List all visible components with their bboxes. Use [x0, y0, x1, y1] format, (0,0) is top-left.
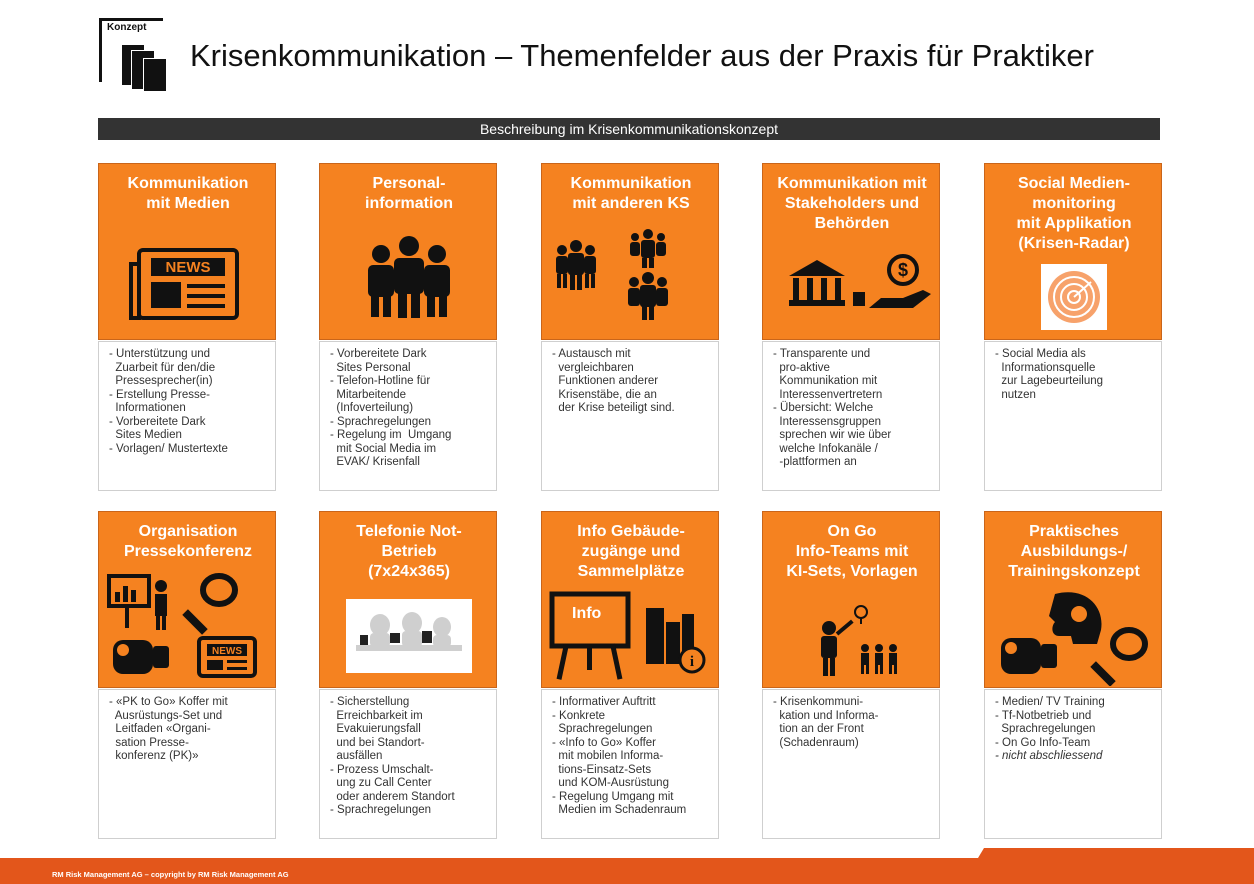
- card-heading-line: Betrieb: [381, 543, 437, 560]
- description-line: Zuarbeit für den/die: [109, 361, 216, 374]
- card-heading-line: Info-Teams mit: [795, 543, 909, 560]
- call-center-photo-icon: [320, 599, 498, 684]
- training-media-icon: [985, 586, 1163, 691]
- description-line: ung zu Call Center: [330, 777, 432, 789]
- description-line: - Transparente und: [773, 348, 871, 360]
- description-line: - nicht abschliessend: [995, 750, 1103, 762]
- description-line: Funktionen anderer: [552, 375, 659, 387]
- card-description: [319, 341, 497, 491]
- card-description: [98, 341, 276, 491]
- description-line: nutzen: [995, 388, 1036, 401]
- card-heading: [320, 174, 498, 214]
- description-line: Krisenstäbe, die an: [552, 388, 657, 401]
- description-line: - Sicherstellung: [330, 696, 410, 708]
- description-line: Interessenvertretern: [773, 388, 883, 401]
- card-heading: [763, 522, 941, 582]
- card-heading-line: information: [365, 195, 453, 212]
- card-heading-line: Info Gebäude-: [577, 523, 685, 540]
- description-line: (Schadenraum): [773, 736, 859, 749]
- description-line: - Krisenkommuni-: [773, 696, 864, 708]
- description-line: - Konkrete: [552, 709, 606, 722]
- card-heading-line: mit Medien: [146, 195, 230, 212]
- description-line: - Vorbereitete Dark: [330, 348, 427, 360]
- description-line: sation Presse-: [109, 736, 189, 749]
- description-line: - Telefon-Hotline für: [330, 375, 431, 387]
- card-description: [541, 341, 719, 491]
- description-line: Erreichbarkeit im: [330, 709, 423, 722]
- description-line: -plattformen an: [773, 456, 857, 468]
- people-group-icon: [320, 232, 498, 327]
- description-line: - Regelung Umgang mit: [552, 790, 674, 803]
- card-heading-line: monitoring: [1032, 195, 1116, 212]
- card-heading-line: Kommunikation: [127, 175, 249, 192]
- radar-app-icon: [985, 264, 1163, 337]
- section-band: Beschreibung im Krisenkommunikationskonzept: [98, 118, 1160, 140]
- card-heading-line: Social Medien-: [1017, 175, 1131, 192]
- speaker-with-crowd-icon: [763, 602, 941, 687]
- card-heading-line: Organisation: [138, 523, 238, 540]
- dollar-symbol: $: [897, 260, 909, 280]
- description-line: tions-Einsatz-Sets: [552, 763, 652, 776]
- description-line: (Infoverteilung): [330, 402, 414, 414]
- card-heading: [99, 522, 277, 562]
- card-heading-line: Pressekonferenz: [123, 543, 253, 560]
- card-description: [984, 341, 1162, 491]
- description-line: oder anderem Standort: [330, 790, 455, 803]
- description-line: Interessensgruppen: [773, 415, 882, 428]
- card-heading-line: On Go: [827, 523, 877, 540]
- logo-label: Konzept: [107, 22, 147, 33]
- page-title: Krisenkommunikation – Themenfelder aus der Praxis für Praktiker: [190, 38, 1094, 73]
- news-badge: NEWS: [212, 646, 242, 657]
- description-line: Kommunikation mit: [773, 375, 878, 387]
- card-heading: [99, 174, 277, 214]
- card-heading-line: mit anderen KS: [572, 195, 690, 212]
- description-line: - Medien/ TV Training: [995, 696, 1105, 708]
- card-heading-line: zugänge und: [581, 543, 681, 560]
- description-line: - Übersicht: Welche: [773, 402, 874, 414]
- description-line: Sprachregelungen: [552, 723, 653, 735]
- description-line: - Sprachregelungen: [330, 415, 432, 428]
- multiple-teams-icon: [542, 224, 720, 329]
- description-line: - Unterstützung und: [109, 348, 211, 360]
- card-heading: [985, 522, 1163, 582]
- card-heading-line: mit Applikation: [1016, 215, 1132, 232]
- concept-logo-icon: [99, 18, 181, 90]
- description-line: und KOM-Ausrüstung: [552, 777, 669, 789]
- description-line: Medien im Schadenraum: [552, 804, 687, 816]
- card-heading-line: Ausbildungs-/: [1020, 543, 1128, 560]
- card-heading-line: Praktisches: [1029, 523, 1119, 540]
- description-line: EVAK/ Krisenfall: [330, 456, 420, 468]
- description-line: konferenz (PK)»: [109, 750, 199, 762]
- card-heading: [985, 174, 1163, 254]
- description-line: mit mobilen Informa-: [552, 750, 664, 762]
- description-line: mit Social Media im: [330, 442, 437, 455]
- card-heading: [763, 174, 941, 234]
- description-line: - Erstellung Presse-: [109, 388, 210, 401]
- description-line: Sites Personal: [330, 361, 411, 374]
- info-badge: Info: [572, 605, 602, 622]
- description-line: - On Go Info-Team: [995, 736, 1091, 749]
- description-line: Evakuierungsfall: [330, 723, 421, 735]
- bank-and-money-icon: [763, 252, 941, 327]
- card-description: [98, 689, 276, 839]
- description-line: - Vorbereitete Dark: [109, 415, 206, 428]
- card-description: [319, 689, 497, 839]
- newspaper-icon: [99, 244, 277, 329]
- press-conference-icon: [99, 568, 277, 685]
- copyright-text: RM Risk Management AG – copyright by RM Risk Management AG: [52, 870, 289, 879]
- description-line: Mitarbeitende: [330, 388, 407, 401]
- card-description: [984, 689, 1162, 839]
- description-line: - Informativer Auftritt: [552, 696, 656, 708]
- description-line: - Sprachregelungen: [330, 804, 432, 816]
- card-heading-line: Sammelplätze: [577, 563, 685, 580]
- description-line: ausfällen: [330, 750, 383, 762]
- card-heading-line: Kommunikation mit: [777, 175, 927, 192]
- description-line: zur Lagebeurteilung: [995, 375, 1104, 387]
- news-badge: NEWS: [165, 259, 211, 276]
- description-line: kation und Informa-: [773, 709, 879, 722]
- description-line: Ausrüstungs-Set und: [109, 709, 223, 722]
- card-heading: [320, 522, 498, 582]
- description-line: und bei Standort-: [330, 736, 425, 749]
- svg-text:i: i: [689, 654, 695, 670]
- card-heading-line: Stakeholders und: [784, 195, 920, 212]
- description-line: - «Info to Go» Koffer: [552, 736, 656, 749]
- card-heading-line: KI-Sets, Vorlagen: [786, 563, 918, 580]
- description-line: - Vorlagen/ Mustertexte: [109, 442, 228, 455]
- card-heading-line: Trainingskonzept: [1008, 563, 1140, 580]
- description-line: - Social Media als: [995, 348, 1086, 360]
- card-description: [762, 341, 940, 491]
- description-line: Leitfaden «Organi-: [109, 723, 211, 735]
- description-line: Pressesprecher(in): [109, 375, 213, 387]
- card-heading-line: Behörden: [814, 215, 890, 232]
- description-line: - Tf-Notbetrieb und: [995, 709, 1092, 722]
- description-line: - Regelung im Umgang: [330, 429, 452, 441]
- description-line: der Krise beteiligt sind.: [552, 402, 675, 414]
- description-line: pro-aktive: [773, 361, 830, 374]
- card-heading-line: (Krisen-Radar): [1018, 235, 1130, 252]
- card-description: [762, 689, 940, 839]
- card-description: [541, 689, 719, 839]
- description-line: Sprachregelungen: [995, 723, 1096, 735]
- footer-bar: [0, 858, 1254, 884]
- card-heading-line: Kommunikation: [570, 175, 692, 192]
- info-board-buildings-icon: [542, 588, 720, 689]
- description-line: - Austausch mit: [552, 348, 631, 360]
- card-heading: [542, 174, 720, 214]
- description-line: - «PK to Go» Koffer mit: [109, 696, 228, 708]
- card-heading-line: (7x24x365): [368, 563, 450, 580]
- description-line: tion an der Front: [773, 723, 864, 735]
- card-heading-line: Telefonie Not-: [356, 523, 462, 540]
- description-line: vergleichbaren: [552, 361, 634, 374]
- description-line: sprechen wir wie über: [773, 429, 892, 441]
- description-line: Sites Medien: [109, 429, 182, 441]
- card-heading-line: Personal-: [372, 175, 446, 192]
- description-line: Informationen: [109, 402, 186, 414]
- description-line: Informationsquelle: [995, 361, 1096, 374]
- header: [0, 0, 1254, 110]
- description-line: - Prozess Umschalt-: [330, 763, 434, 776]
- card-heading: [542, 522, 720, 582]
- description-line: welche Infokanäle /: [773, 442, 878, 455]
